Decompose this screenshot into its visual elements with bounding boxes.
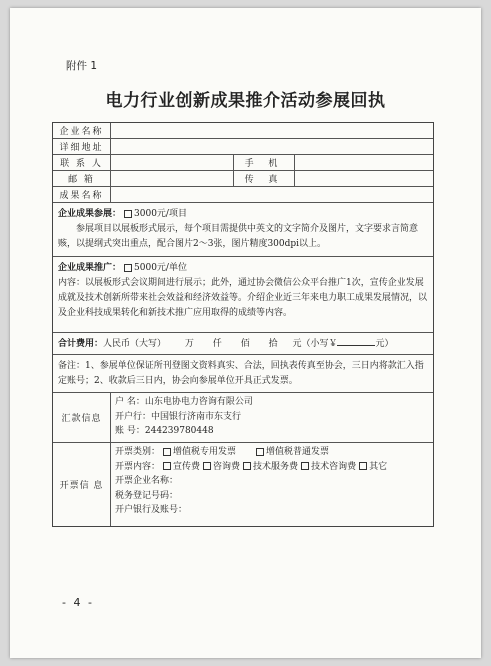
invoice-type-row [115, 445, 429, 460]
page-title: 电力行业创新成果推介活动参展回执 [105, 91, 386, 111]
promo-section [53, 257, 433, 333]
vat-special-checkbox[interactable] [163, 448, 171, 456]
page-number: - 4 - [62, 596, 94, 609]
content-option: 技术咨询费 [311, 461, 357, 472]
contact-label: 联 系 人 [53, 155, 111, 170]
row-email [53, 171, 433, 187]
total-unit-wan: 万 [184, 339, 194, 349]
email-field[interactable] [111, 171, 234, 186]
promo-checkbox[interactable] [124, 264, 132, 272]
exhibit-section [53, 203, 433, 257]
remit-bank: 开户行：中国银行济南市东支行 [115, 411, 242, 422]
remit-account-name: 户 名：山东电协电力咨询有限公司 [115, 397, 253, 407]
address-field[interactable] [111, 139, 433, 154]
total-heading: 合计费用： [58, 339, 104, 349]
content-checkbox[interactable] [163, 462, 171, 470]
exhibit-heading: 企业成果参展： [58, 209, 122, 219]
notes-text: 备注：1、参展单位保证所刊登图文资料真实、合法，回执表传真至协会，三日内将款汇入指定账号；2、收款后三日内，协会向参展单位开具正式发票。 [58, 361, 424, 386]
total-unit-bai: 佰 [240, 339, 250, 349]
notes-section [53, 355, 433, 393]
total-unit-shi: 拾 [268, 339, 278, 349]
content-option: 技术服务费 [253, 461, 299, 472]
content-option: 宣传费 [173, 461, 201, 472]
total-end: 元） [375, 339, 394, 349]
invoice-company[interactable]: 开票企业名称： [115, 476, 179, 487]
fax-label: 传 真 [234, 171, 295, 186]
content-checkbox[interactable] [243, 462, 251, 470]
content-checkbox[interactable] [301, 462, 309, 470]
vat-special-label: 增值税专用发票 [173, 447, 237, 457]
invoice-section [53, 443, 433, 526]
promo-heading: 企业成果推广： [58, 263, 122, 273]
row-address [53, 139, 433, 155]
result-name-field[interactable] [111, 187, 433, 202]
exhibit-price: 3000元/项目 [134, 209, 187, 219]
promo-price: 5000元/单位 [134, 263, 187, 273]
document-page [10, 8, 481, 658]
invoice-type-label: 开票类别： [115, 447, 161, 457]
total-text: 人民币（大写） [103, 339, 167, 349]
invoice-content-label: 开票内容： [115, 461, 161, 472]
invoice-bank-account[interactable]: 开户银行及账号： [115, 505, 188, 516]
remit-label: 汇款信息 [53, 393, 111, 442]
total-unit-qian: 仟 [212, 339, 222, 349]
fax-field[interactable] [295, 171, 433, 186]
address-label: 详细地址 [53, 139, 111, 154]
mobile-label: 手 机 [234, 155, 295, 170]
row-result-name [53, 187, 433, 203]
invoice-label: 开票信 息 [53, 443, 111, 526]
receipt-form [52, 122, 434, 527]
invoice-tax-id[interactable]: 税务登记号码： [115, 490, 179, 501]
remit-account-no: 账 号：244239780448 [115, 426, 214, 437]
total-unit-yuan: 元（小写￥ [292, 339, 338, 349]
result-name-label: 成果名称 [53, 187, 111, 202]
annex-label: 附件 1 [66, 60, 98, 72]
content-option: 咨询费 [213, 461, 241, 472]
content-option: 其它 [369, 461, 388, 472]
company-name-label: 企业名称 [53, 123, 111, 138]
company-name-field[interactable] [111, 123, 433, 138]
vat-normal-checkbox[interactable] [256, 448, 264, 456]
row-company-name [53, 123, 433, 139]
total-section [53, 333, 433, 355]
mobile-field[interactable] [295, 155, 433, 170]
email-label: 邮 箱 [53, 171, 111, 186]
total-amount-field[interactable] [337, 336, 375, 346]
contact-field[interactable] [111, 155, 234, 170]
vat-normal-label: 增值税普通发票 [266, 447, 330, 457]
content-checkbox[interactable] [203, 462, 211, 470]
invoice-content-row [115, 460, 429, 475]
exhibit-text: 参展项目以展板形式展示，每个项目需提供中英文的文字简介及图片，文字要求言简意赅，以提纲式突出重点，配合图片2～3张，图片精度300dpi以上。 [58, 224, 419, 249]
exhibit-checkbox[interactable] [124, 210, 132, 218]
remit-section [53, 393, 433, 443]
promo-text: 内容：以展板形式会议期间进行展示；此外，通过协会微信公众平台推广1次，宣传企业发展成就及技术创新所带来社会效益和经济效益等。介绍企业近三年来电力职工成果发展情况，以及企业科技成果转化和新技术推广应用取得的成绩等内容。 [58, 278, 428, 318]
content-checkbox[interactable] [359, 462, 367, 470]
row-contact [53, 155, 433, 171]
